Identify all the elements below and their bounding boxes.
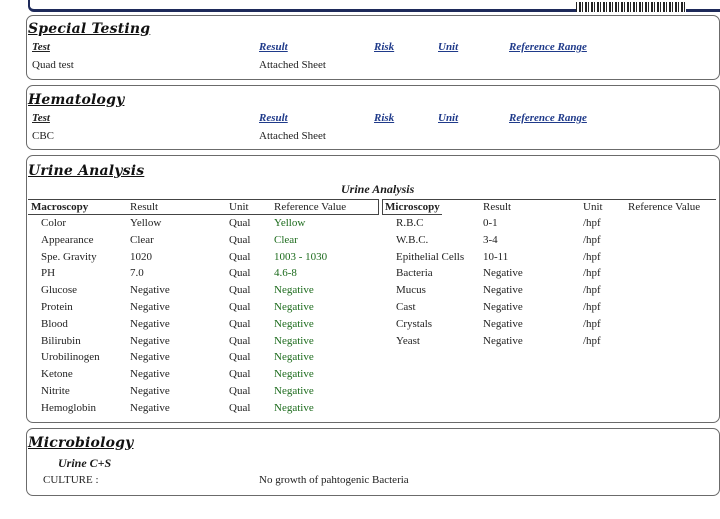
micro-name-cell: Mucus xyxy=(396,284,426,297)
macro-reference-cell: Yellow xyxy=(274,217,306,229)
macro-name-cell: Hemoglobin xyxy=(41,401,96,414)
macro-header-result: Result xyxy=(130,201,159,213)
micro-result-cell: Negative xyxy=(483,301,523,313)
hem-header-result: Result xyxy=(259,112,288,124)
macro-name-cell: Bilirubin xyxy=(41,334,81,347)
macro-name-cell: Protein xyxy=(41,301,73,313)
hem-header-reference: Reference Range xyxy=(509,112,587,124)
macro-reference-cell: 1003 - 1030 xyxy=(274,250,328,263)
macro-result-cell: Negative xyxy=(130,385,170,397)
macro-name-cell: Urobilinogen xyxy=(41,351,100,364)
hem-header-unit: Unit xyxy=(438,112,459,124)
culture-result: No growth of pahtogenic Bacteria xyxy=(259,474,409,486)
microbiology-title: Microbiology xyxy=(28,435,134,451)
macro-reference-cell: Negative xyxy=(274,368,314,381)
macro-unit-cell: Qual xyxy=(229,401,251,414)
macro-name-cell: Ketone xyxy=(41,368,73,381)
macro-unit-cell: Qual xyxy=(229,351,251,364)
macro-unit-cell: Qual xyxy=(229,267,251,280)
macro-unit-cell: Qual xyxy=(229,217,251,229)
culture-label: CULTURE : xyxy=(43,474,99,486)
st-header-unit: Unit xyxy=(438,41,459,53)
hem-result-value: Attached Sheet xyxy=(259,130,326,142)
micro-name-cell: Crystals xyxy=(396,317,433,330)
st-header-reference: Reference Range xyxy=(509,41,587,53)
micro-header-top-rule xyxy=(382,199,716,200)
micro-unit-cell: /hpf xyxy=(583,267,601,280)
macro-header-reference: Reference Value xyxy=(274,201,347,213)
micro-name-cell: Bacteria xyxy=(396,267,433,280)
st-test-value: Quad test xyxy=(32,59,74,71)
macro-result-cell: Yellow xyxy=(130,217,162,229)
hem-header-test: Test xyxy=(32,112,50,124)
macro-name-cell: Blood xyxy=(41,317,68,330)
st-result-value: Attached Sheet xyxy=(259,59,326,71)
barcode-graphic xyxy=(576,2,686,12)
hematology-title: Hematology xyxy=(28,92,125,108)
macro-reference-cell: Negative xyxy=(274,401,314,414)
special-testing-title: Special Testing xyxy=(28,21,151,37)
microbiology-subtitle: Urine C+S xyxy=(58,456,112,470)
micro-unit-cell: /hpf xyxy=(583,334,601,347)
micro-name-cell: R.B.C xyxy=(396,217,424,229)
micro-result-cell: 10-11 xyxy=(483,250,509,263)
micro-result-cell: Negative xyxy=(483,334,523,347)
macro-result-cell: Negative xyxy=(130,368,170,381)
micro-divider xyxy=(382,199,383,215)
macro-reference-cell: Clear xyxy=(274,233,298,246)
macro-name-cell: Appearance xyxy=(41,233,94,246)
macro-unit-cell: Qual xyxy=(229,317,251,330)
micro-unit-cell: /hpf xyxy=(583,217,601,229)
st-header-test: Test xyxy=(32,41,50,53)
micro-header-bottom-rule xyxy=(382,214,442,215)
macro-result-cell: 7.0 xyxy=(130,267,144,280)
micro-unit-cell: /hpf xyxy=(583,250,601,263)
micro-result-cell: 3-4 xyxy=(483,233,498,246)
micro-result-cell: Negative xyxy=(483,317,523,330)
macro-unit-cell: Qual xyxy=(229,368,251,381)
macro-name-cell: Spe. Gravity xyxy=(41,250,97,263)
macro-unit-cell: Qual xyxy=(229,284,251,297)
macro-unit-cell: Qual xyxy=(229,385,251,397)
micro-header-name: Microscopy xyxy=(385,201,440,213)
macro-result-cell: Negative xyxy=(130,317,170,330)
micro-unit-cell: /hpf xyxy=(583,317,601,330)
macro-unit-cell: Qual xyxy=(229,334,251,347)
macro-reference-cell: Negative xyxy=(274,284,314,297)
macro-name-cell: PH xyxy=(41,267,56,280)
micro-name-cell: W.B.C. xyxy=(396,233,429,246)
macro-reference-cell: Negative xyxy=(274,385,314,397)
macro-divider xyxy=(378,199,379,215)
st-header-result: Result xyxy=(259,41,288,53)
macro-result-cell: Negative xyxy=(130,401,170,414)
micro-header-reference: Reference Value xyxy=(628,201,701,213)
macro-reference-cell: Negative xyxy=(274,317,314,330)
micro-name-cell: Epithelial Cells xyxy=(396,250,465,263)
micro-unit-cell: /hpf xyxy=(583,233,601,246)
macro-reference-cell: Negative xyxy=(274,334,314,347)
macro-name-cell: Nitrite xyxy=(41,385,70,397)
micro-name-cell: Cast xyxy=(396,301,416,313)
macro-reference-cell: Negative xyxy=(274,351,314,364)
macro-unit-cell: Qual xyxy=(229,301,251,313)
micro-header-result: Result xyxy=(483,201,512,213)
micro-result-cell: Negative xyxy=(483,267,523,280)
micro-unit-cell: /hpf xyxy=(583,301,601,313)
macro-name-cell: Color xyxy=(41,217,67,229)
macro-name-cell: Glucose xyxy=(41,284,78,297)
urine-analysis-subtitle: Urine Analysis xyxy=(341,182,415,196)
macro-result-cell: Negative xyxy=(130,351,170,364)
macro-unit-cell: Qual xyxy=(229,233,251,246)
ua-header-bottom-rule xyxy=(28,214,378,215)
micro-result-cell: Negative xyxy=(483,284,523,297)
micro-name-cell: Yeast xyxy=(396,334,420,347)
micro-unit-cell: /hpf xyxy=(583,284,601,297)
macro-header-unit: Unit xyxy=(229,201,249,213)
hem-header-risk: Risk xyxy=(374,112,395,124)
urine-analysis-title: Urine Analysis xyxy=(28,163,145,179)
macro-result-cell: 1020 xyxy=(130,250,152,263)
macro-reference-cell: Negative xyxy=(274,301,314,313)
hem-test-value: CBC xyxy=(32,130,55,142)
macro-unit-cell: Qual xyxy=(229,250,251,263)
macro-result-cell: Negative xyxy=(130,334,170,347)
micro-result-cell: 0-1 xyxy=(483,217,498,229)
ua-header-top-rule xyxy=(28,199,378,200)
macro-result-cell: Negative xyxy=(130,301,170,313)
hematology-section xyxy=(26,85,720,150)
st-header-risk: Risk xyxy=(374,41,395,53)
macro-result-cell: Clear xyxy=(130,233,154,246)
macro-result-cell: Negative xyxy=(130,284,170,297)
micro-header-unit: Unit xyxy=(583,201,603,213)
macro-header-name: Macroscopy xyxy=(31,201,89,213)
macro-reference-cell: 4.6-8 xyxy=(274,267,297,280)
